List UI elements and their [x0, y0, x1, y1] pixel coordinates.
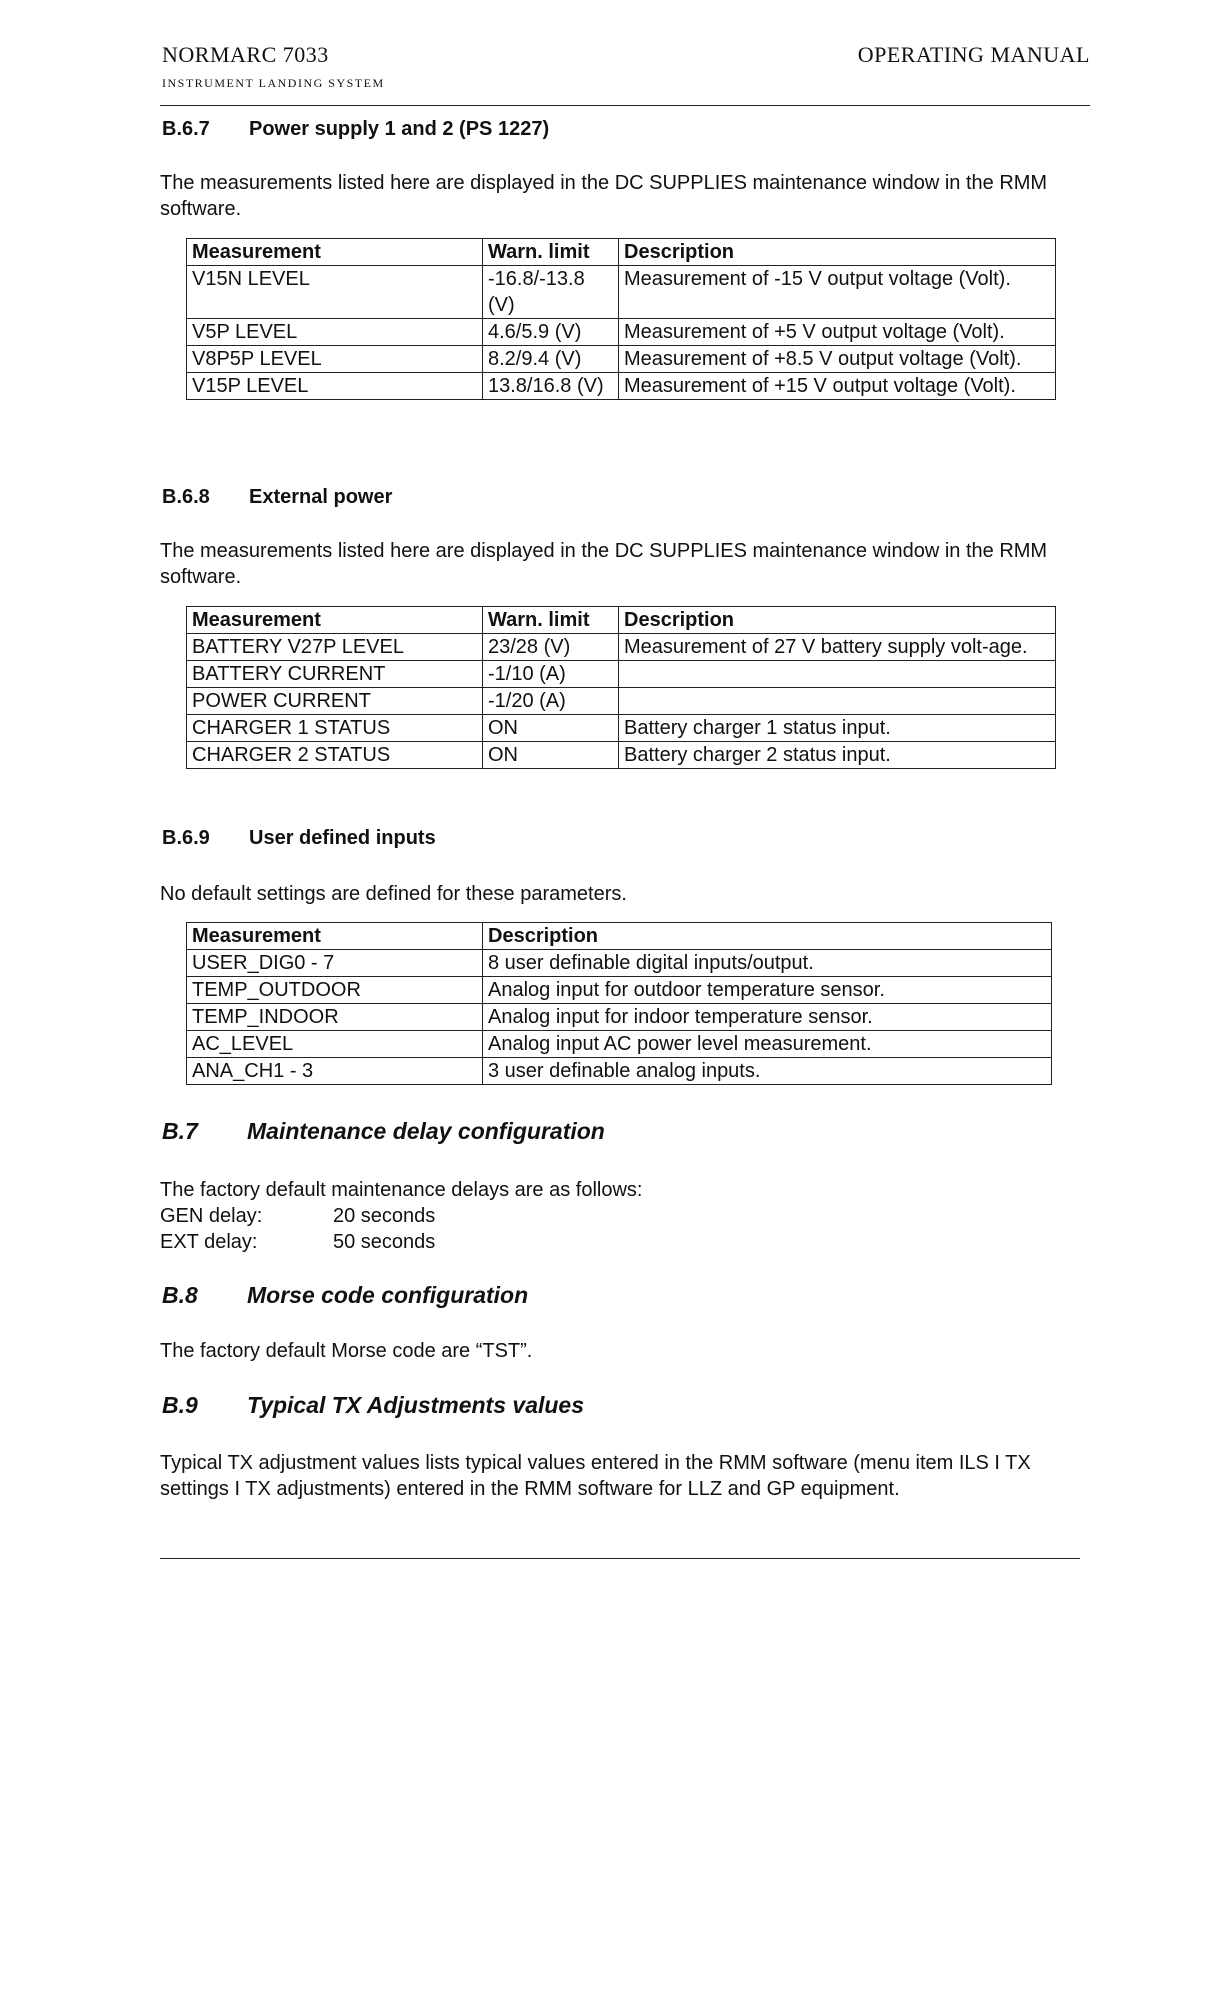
table-cell: Measurement of 27 V battery supply volt-age. [619, 634, 1056, 661]
table-cell: 13.8/16.8 (V) [483, 373, 619, 400]
section-title: External power [249, 486, 393, 508]
page-header-left [162, 42, 385, 91]
table-user-inputs [186, 922, 1052, 1085]
table-cell: 8.2/9.4 (V) [483, 346, 619, 373]
delay-row-ext [160, 1229, 435, 1255]
delay-row-gen [160, 1203, 435, 1229]
column-header: Description [619, 239, 1056, 266]
table-header-row [187, 239, 1056, 266]
section-title: User defined inputs [249, 827, 436, 849]
delay-value: 20 seconds [333, 1205, 436, 1227]
table-row [187, 266, 1056, 319]
table-cell: ON [483, 715, 619, 742]
table-row [187, 950, 1052, 977]
table-cell: V15P LEVEL [187, 373, 483, 400]
table-header-row [187, 923, 1052, 950]
delay-label: GEN delay: [160, 1205, 263, 1227]
table-header-row [187, 607, 1056, 634]
column-header: Measurement [187, 607, 483, 634]
column-header: Description [619, 607, 1056, 634]
section-intro-b67: The measurements listed here are displayed in the DC SUPPLIES maintenance window in the RMM software. [160, 172, 1048, 220]
table-row [187, 661, 1056, 688]
table-row [187, 715, 1056, 742]
section-number: B.8 [162, 1282, 198, 1308]
section-title: Power supply 1 and 2 (PS 1227) [249, 118, 550, 140]
table-cell: 8 user definable digital inputs/output. [483, 950, 1052, 977]
section-number: B.7 [162, 1118, 198, 1144]
table-row [187, 688, 1056, 715]
section-intro-b7: The factory default maintenance delays are as follows: [160, 1179, 643, 1201]
table-cell: V15N LEVEL [187, 266, 483, 319]
table-cell: ON [483, 742, 619, 769]
table-row [187, 1058, 1052, 1085]
product-subtitle: INSTRUMENT LANDING SYSTEM [162, 76, 385, 90]
table-row [187, 634, 1056, 661]
table-row [187, 742, 1056, 769]
table-cell: TEMP_INDOOR [187, 1004, 483, 1031]
column-header: Description [483, 923, 1052, 950]
delay-value: 50 seconds [333, 1231, 436, 1253]
section-number: B.6.9 [162, 827, 210, 849]
table-cell: -1/10 (A) [483, 661, 619, 688]
section-number: B.9 [162, 1392, 198, 1418]
section-heading-b9 [162, 1392, 584, 1419]
section-heading-b67 [162, 118, 549, 141]
column-header: Warn. limit [483, 607, 619, 634]
table-cell [619, 688, 1056, 715]
column-header: Warn. limit [483, 239, 619, 266]
table-cell: Battery charger 1 status input. [619, 715, 1056, 742]
table-cell: TEMP_OUTDOOR [187, 977, 483, 1004]
table-row [187, 977, 1052, 1004]
table-row [187, 1004, 1052, 1031]
table-cell: CHARGER 2 STATUS [187, 742, 483, 769]
section-number: B.6.7 [162, 118, 210, 140]
section-title: Maintenance delay configuration [247, 1118, 605, 1144]
footer-divider [160, 1558, 1080, 1559]
section-number: B.6.8 [162, 486, 210, 508]
table-cell: V5P LEVEL [187, 319, 483, 346]
table-cell [619, 661, 1056, 688]
table-cell: Analog input for indoor temperature sensor. [483, 1004, 1052, 1031]
table-cell: 4.6/5.9 (V) [483, 319, 619, 346]
table-cell: Battery charger 2 status input. [619, 742, 1056, 769]
table-row [187, 373, 1056, 400]
section-heading-b8 [162, 1282, 528, 1309]
section-intro-b69: No default settings are defined for these parameters. [160, 883, 627, 905]
table-row [187, 346, 1056, 373]
table-cell: V8P5P LEVEL [187, 346, 483, 373]
section-title: Typical TX Adjustments values [247, 1392, 585, 1418]
manual-title: OPERATING MANUAL [857, 42, 1090, 67]
table-cell: Measurement of +15 V output voltage (Volt). [619, 373, 1056, 400]
section-text-b9: Typical TX adjustment values lists typical values entered in the RMM software (menu item ILS I TX settings I TX adjustments) entered in the RMM software for LLZ and GP equipment. [160, 1452, 1031, 1500]
table-cell: ANA_CH1 - 3 [187, 1058, 483, 1085]
table-power-supply [186, 238, 1056, 400]
section-text-b8: The factory default Morse code are “TST”. [160, 1340, 533, 1362]
table-cell: Measurement of +8.5 V output voltage (Volt). [619, 346, 1056, 373]
table-cell: 23/28 (V) [483, 634, 619, 661]
table-cell: POWER CURRENT [187, 688, 483, 715]
header-divider [160, 105, 1090, 106]
delay-label: EXT delay: [160, 1231, 258, 1253]
table-row [187, 319, 1056, 346]
table-cell: -16.8/-13.8 (V) [483, 266, 619, 319]
table-cell: 3 user definable analog inputs. [483, 1058, 1052, 1085]
table-cell: BATTERY V27P LEVEL [187, 634, 483, 661]
table-cell: AC_LEVEL [187, 1031, 483, 1058]
section-heading-b7 [162, 1118, 605, 1145]
table-cell: Analog input for outdoor temperature sensor. [483, 977, 1052, 1004]
table-cell: -1/20 (A) [483, 688, 619, 715]
section-title: Morse code configuration [247, 1282, 529, 1308]
table-external-power [186, 606, 1056, 769]
product-title: NORMARC 7033 [162, 42, 329, 67]
table-cell: Measurement of -15 V output voltage (Volt). [619, 266, 1056, 319]
table-cell: Analog input AC power level measurement. [483, 1031, 1052, 1058]
table-cell: USER_DIG0 - 7 [187, 950, 483, 977]
section-heading-b68 [162, 486, 392, 509]
table-cell: BATTERY CURRENT [187, 661, 483, 688]
section-heading-b69 [162, 827, 436, 850]
column-header: Measurement [187, 923, 483, 950]
table-cell: CHARGER 1 STATUS [187, 715, 483, 742]
table-cell: Measurement of +5 V output voltage (Volt). [619, 319, 1056, 346]
section-intro-b68: The measurements listed here are displayed in the DC SUPPLIES maintenance window in the RMM software. [160, 540, 1048, 588]
column-header: Measurement [187, 239, 483, 266]
table-row [187, 1031, 1052, 1058]
